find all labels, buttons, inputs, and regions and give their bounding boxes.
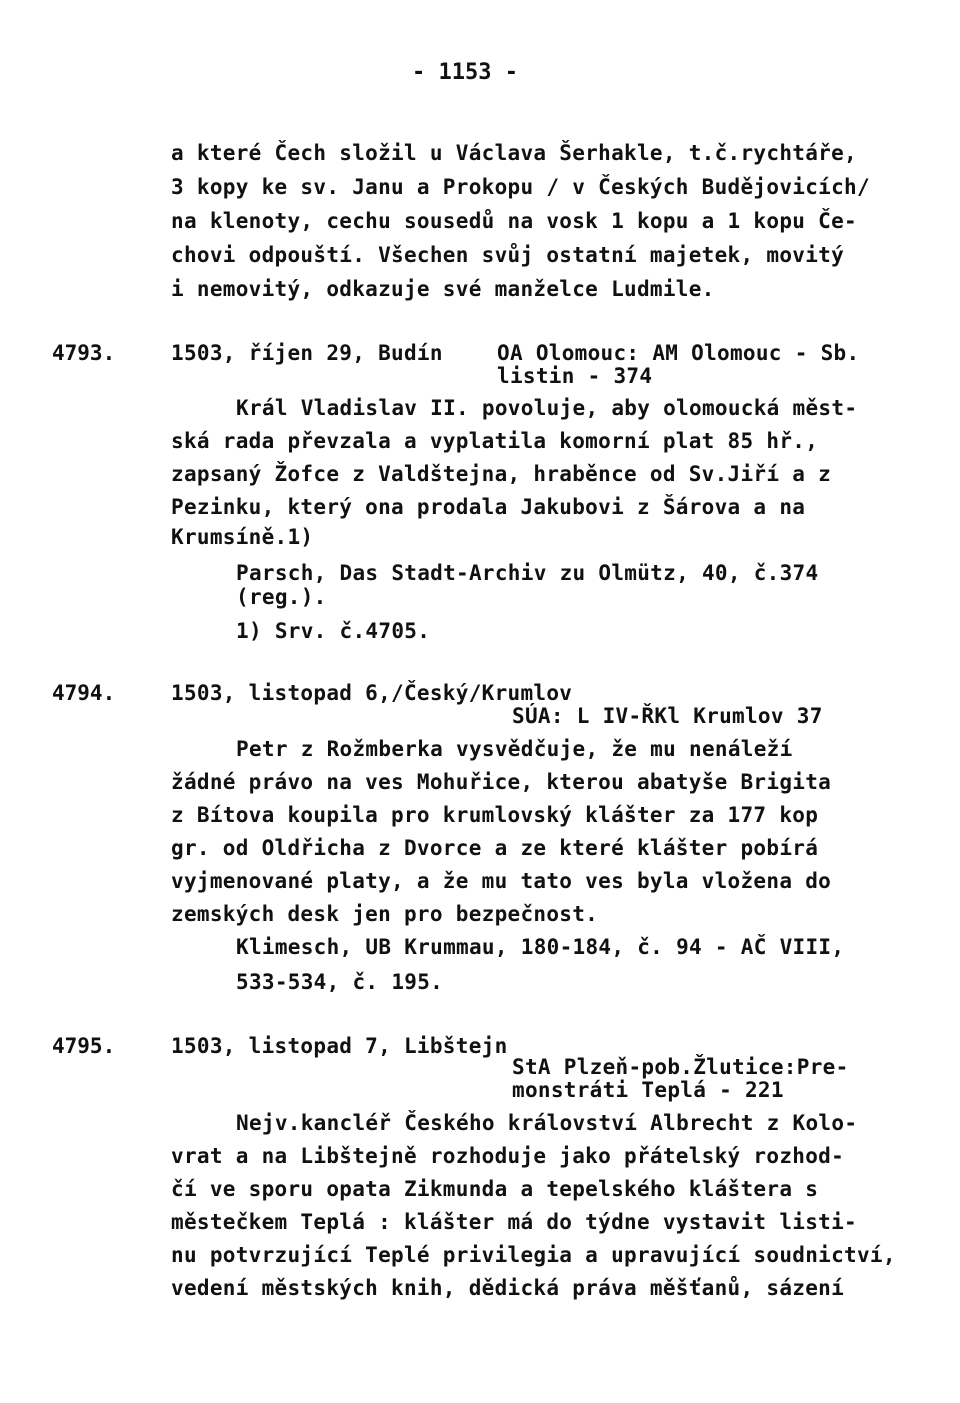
entry-archive: StA Plzeň-pob.Žlutice:Pre- — [512, 1055, 849, 1079]
entry-body-line: městečkem Teplá : klášter má do týdne vystavit listi- — [171, 1210, 857, 1234]
entry-body-line: vedení městských knih, dědická práva měšťanů, sázení — [171, 1276, 845, 1300]
entry-body-line: Petr z Rožmberka vysvědčuje, že mu nenáleží — [236, 737, 793, 761]
entry-number: 4795. — [52, 1034, 116, 1058]
entry-reference: 533-534, č. 195. — [236, 970, 444, 994]
entry-body-line: žádné právo na ves Mohuřice, kterou abatyše Brigita — [171, 770, 832, 794]
entry-body-line: vrat a na Libštejně rozhoduje jako přátelský rozhod- — [171, 1144, 845, 1168]
entry-archive: monstráti Teplá - 221 — [512, 1078, 784, 1102]
entry-body-line: Pezinku, který ona prodala Jakubovi z Šárova a na — [171, 495, 806, 519]
text-line: 3 kopy ke sv. Janu a Prokopu / v Českých Budějovicích/ — [171, 175, 870, 199]
entry-reference: Parsch, Das Stadt-Archiv zu Olmütz, 40, č.374 — [236, 561, 819, 585]
entry-body-line: zapsaný Žofce z Valdštejna, hraběnce od Sv.Jiří a z — [171, 462, 832, 486]
page-number: - 1153 - — [412, 60, 518, 85]
entry-body-line: Krumsíně.1) — [171, 525, 314, 549]
entry-body-line: z Bítova koupila pro krumlovský klášter za 177 kop — [171, 803, 819, 827]
entry-body-line: čí ve sporu opata Zikmunda a tepelského kláštera s — [171, 1177, 819, 1201]
entry-body-line: zemských desk jen pro bezpečnost. — [171, 902, 599, 926]
entry-archive: OA Olomouc: AM Olomouc - Sb. — [497, 341, 860, 365]
text-line: chovi odpouští. Všechen svůj ostatní majetek, movitý — [171, 243, 845, 267]
entry-body-line: ská rada převzala a vyplatila komorní plat 85 hř., — [171, 429, 819, 453]
text-line: na klenoty, cechu sousedů na vosk 1 kopu a 1 kopu Če- — [171, 209, 857, 233]
entry-body-line: gr. od Oldřicha z Dvorce a ze které klášter pobírá — [171, 836, 819, 860]
entry-reference: (reg.). — [236, 585, 327, 609]
entry-body-line: Nejv.kancléř Českého království Albrecht z Kolo- — [236, 1111, 858, 1135]
entry-footnote: 1) Srv. č.4705. — [236, 619, 431, 643]
entry-number: 4794. — [52, 681, 116, 705]
entry-archive: SÚA: L IV-ŘKl Krumlov 37 — [512, 704, 823, 728]
entry-number: 4793. — [52, 341, 116, 365]
entry-body-line: Král Vladislav II. povoluje, aby olomoucká měst- — [236, 396, 858, 420]
entry-body-line: vyjmenované platy, a že mu tato ves byla vložena do — [171, 869, 832, 893]
text-line: i nemovitý, odkazuje své manželce Ludmile. — [171, 277, 715, 301]
entry-body-line: nu potvrzující Teplé privilegia a upravující soudnictví, — [171, 1243, 896, 1267]
entry-date-place: 1503, listopad 7, Libštejn — [171, 1034, 508, 1058]
entry-date-place: 1503, říjen 29, Budín — [171, 341, 443, 365]
entry-reference: Klimesch, UB Krummau, 180-184, č. 94 - AČ VIII, — [236, 935, 845, 959]
entry-archive: listin - 374 — [497, 364, 653, 388]
text-line: a které Čech složil u Václava Šerhakle, t.č.rychtáře, — [171, 141, 857, 165]
entry-date-place: 1503, listopad 6,/Český/Krumlov — [171, 681, 573, 705]
